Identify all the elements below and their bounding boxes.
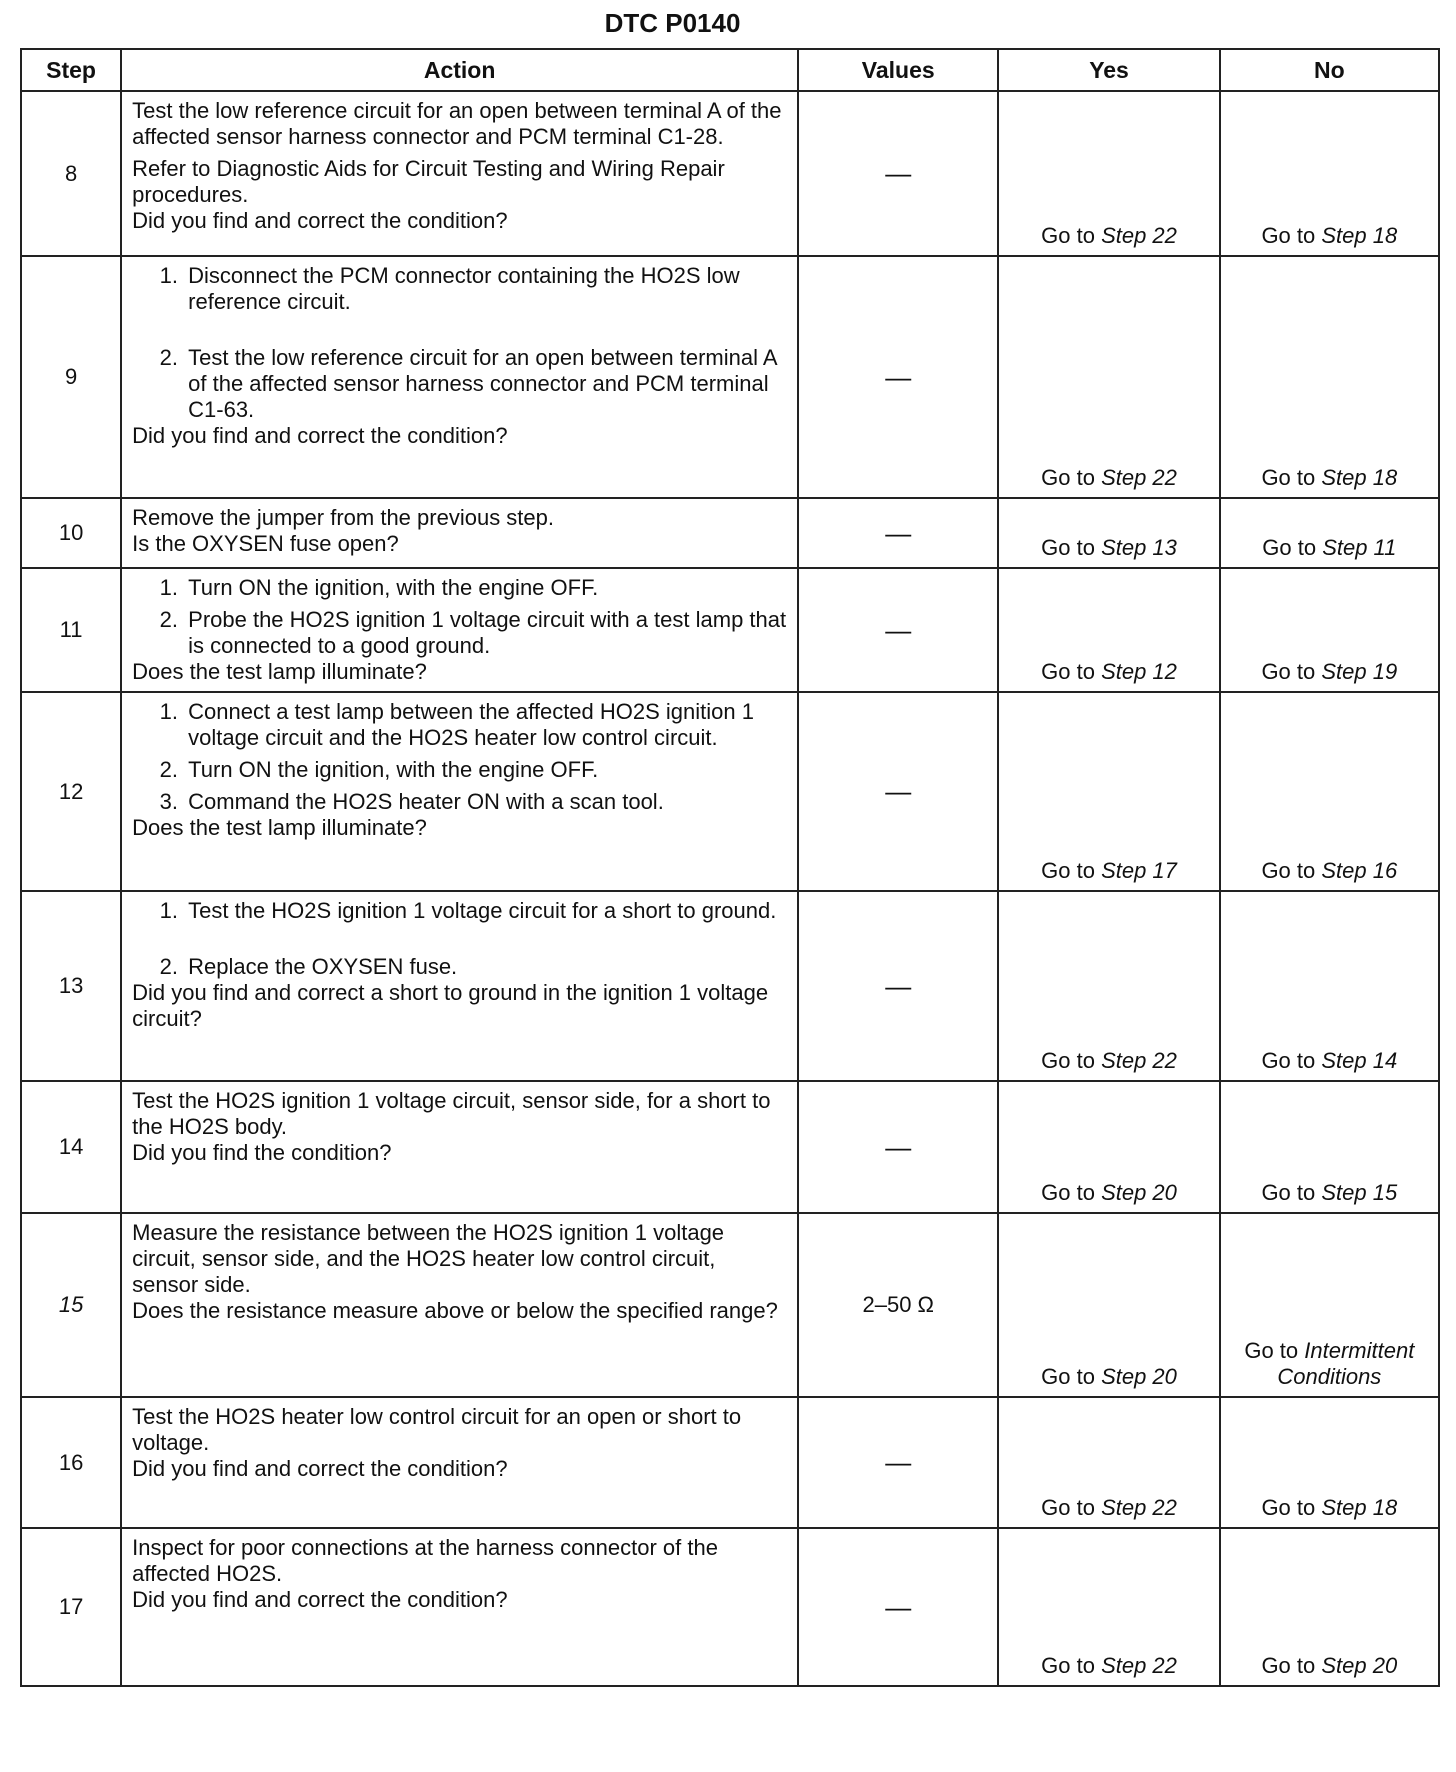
table-row	[21, 1081, 1439, 1213]
no-link[interactable]: Intermittent Conditions	[1277, 1338, 1415, 1389]
list-item: 2. Turn ON the ignition, with the engine OFF.	[184, 757, 787, 783]
table-row	[21, 256, 1439, 498]
action-cell	[121, 498, 798, 568]
yes-cell: Go to Step 12	[998, 568, 1219, 692]
action-cell	[121, 568, 798, 692]
list-item: 1. Disconnect the PCM connector containing the HO2S low reference circuit.	[184, 263, 787, 315]
action-list	[132, 699, 787, 815]
value-cell: —	[798, 568, 998, 692]
yes-cell: Go to Step 20	[998, 1213, 1219, 1397]
action-list	[132, 575, 787, 659]
step-number: 10	[21, 498, 121, 568]
no-link[interactable]: Step 18	[1321, 465, 1398, 490]
no-cell: Go to Step 16	[1220, 692, 1439, 891]
value-cell: —	[798, 1397, 998, 1528]
header-step: Step	[21, 49, 121, 91]
action-question: Did you find the condition?	[132, 1140, 392, 1165]
no-link[interactable]: Step 14	[1321, 1048, 1398, 1073]
table-row	[21, 1397, 1439, 1528]
list-item: 2. Probe the HO2S ignition 1 voltage circuit with a test lamp that is connected to a good ground.	[184, 607, 787, 659]
value-cell: —	[798, 891, 998, 1081]
yes-link[interactable]: Step 22	[1101, 465, 1177, 490]
action-cell	[121, 1213, 798, 1397]
value-cell: —	[798, 692, 998, 891]
step-number: 8	[21, 91, 121, 256]
no-link[interactable]: Step 20	[1321, 1653, 1398, 1678]
value-cell: 2–50 Ω	[798, 1213, 998, 1397]
yes-link[interactable]: Step 22	[1101, 1048, 1177, 1073]
value-cell: —	[798, 498, 998, 568]
no-cell: Go to Step 18	[1220, 256, 1439, 498]
action-question: Does the test lamp illuminate?	[132, 815, 427, 840]
yes-cell: Go to Step 22	[998, 1397, 1219, 1528]
action-cell	[121, 1528, 798, 1686]
action-text: Test the HO2S heater low control circuit for an open or short to voltage.	[132, 1404, 742, 1455]
table-row	[21, 1528, 1439, 1686]
yes-cell: Go to Step 17	[998, 692, 1219, 891]
list-item: 3. Command the HO2S heater ON with a scan tool.	[184, 789, 787, 815]
action-cell	[121, 692, 798, 891]
header-values: Values	[798, 49, 998, 91]
yes-cell: Go to Step 22	[998, 91, 1219, 256]
header-action: Action	[121, 49, 798, 91]
yes-link[interactable]: Step 12	[1101, 659, 1177, 684]
action-text: Refer to Diagnostic Aids for Circuit Testing and Wiring Repair procedures.	[132, 156, 725, 207]
no-link[interactable]: Step 16	[1321, 858, 1398, 883]
action-text: Test the low reference circuit for an open between terminal A of the affected sensor harness connector and PCM terminal C1-28.	[132, 98, 782, 149]
step-number: 13	[21, 891, 121, 1081]
yes-cell: Go to Step 20	[998, 1081, 1219, 1213]
list-item: 2. Replace the OXYSEN fuse.	[184, 954, 787, 980]
step-number: 11	[21, 568, 121, 692]
value-cell: —	[798, 256, 998, 498]
no-cell: Go to Step 20	[1220, 1528, 1439, 1686]
no-link[interactable]: Step 18	[1321, 223, 1398, 248]
no-link[interactable]: Step 18	[1321, 1495, 1398, 1520]
no-cell: Go to Step 19	[1220, 568, 1439, 692]
yes-link[interactable]: Step 17	[1101, 858, 1177, 883]
table-row	[21, 891, 1439, 1081]
no-cell: Go to Step 18	[1220, 91, 1439, 256]
action-cell	[121, 91, 798, 256]
action-question: Did you find and correct the condition?	[132, 208, 508, 233]
yes-link[interactable]: Step 13	[1101, 535, 1177, 560]
action-list	[132, 263, 787, 423]
yes-cell: Go to Step 22	[998, 256, 1219, 498]
action-question: Does the test lamp illuminate?	[132, 659, 427, 684]
list-item: 2. Test the low reference circuit for an open between terminal A of the affected sensor harness connector and PCM terminal C1-63.	[184, 345, 787, 423]
no-link[interactable]: Step 11	[1322, 535, 1397, 560]
table-row	[21, 692, 1439, 891]
step-number: 12	[21, 692, 121, 891]
value-cell: —	[798, 91, 998, 256]
diagnostic-table	[20, 48, 1440, 1687]
action-cell	[121, 1397, 798, 1528]
table-row	[21, 91, 1439, 256]
step-number: 16	[21, 1397, 121, 1528]
action-question: Is the OXYSEN fuse open?	[132, 531, 399, 556]
list-item: 1. Connect a test lamp between the affected HO2S ignition 1 voltage circuit and the HO2S heater low control circuit.	[184, 699, 787, 751]
no-cell: Go to Step 11	[1220, 498, 1439, 568]
action-list	[132, 898, 787, 980]
table-row	[21, 498, 1439, 568]
value-cell: —	[798, 1528, 998, 1686]
action-text: Measure the resistance between the HO2S ignition 1 voltage circuit, sensor side, and the HO2S heater low control circuit, sensor side.	[132, 1220, 725, 1297]
table-row	[21, 1213, 1439, 1397]
yes-link[interactable]: Step 22	[1101, 1653, 1177, 1678]
yes-link[interactable]: Step 20	[1101, 1180, 1177, 1205]
step-number: 9	[21, 256, 121, 498]
step-number: 14	[21, 1081, 121, 1213]
yes-link[interactable]: Step 20	[1101, 1364, 1177, 1389]
table-row	[21, 568, 1439, 692]
yes-link[interactable]: Step 22	[1101, 1495, 1177, 1520]
step-number: 17	[21, 1528, 121, 1686]
action-question: Did you find and correct the condition?	[132, 1587, 508, 1612]
yes-cell: Go to Step 13	[998, 498, 1219, 568]
page-title: DTC P0140	[604, 8, 741, 38]
value-cell: —	[798, 1081, 998, 1213]
header-no: No	[1220, 49, 1439, 91]
yes-cell: Go to Step 22	[998, 1528, 1219, 1686]
action-cell	[121, 256, 798, 498]
header-yes: Yes	[998, 49, 1219, 91]
step-number: 15	[21, 1213, 121, 1397]
list-item: 1. Turn ON the ignition, with the engine OFF.	[184, 575, 787, 601]
action-cell	[121, 1081, 798, 1213]
list-item: 1. Test the HO2S ignition 1 voltage circuit for a short to ground.	[184, 898, 787, 924]
action-question: Did you find and correct a short to ground in the ignition 1 voltage circuit?	[132, 980, 769, 1031]
no-cell: Go to Step 15	[1220, 1081, 1439, 1213]
no-link[interactable]: Step 19	[1321, 659, 1398, 684]
action-text: Test the HO2S ignition 1 voltage circuit, sensor side, for a short to the HO2S body.	[132, 1088, 771, 1139]
yes-cell: Go to Step 22	[998, 891, 1219, 1081]
action-question: Did you find and correct the condition?	[132, 423, 508, 448]
action-question: Did you find and correct the condition?	[132, 1456, 508, 1481]
action-text: Inspect for poor connections at the harness connector of the affected HO2S.	[132, 1535, 718, 1586]
header-row	[21, 49, 1439, 91]
action-question: Does the resistance measure above or below the specified range?	[132, 1298, 778, 1323]
no-cell: Go to Intermittent Conditions	[1220, 1213, 1439, 1397]
action-cell	[121, 891, 798, 1081]
no-cell: Go to Step 18	[1220, 1397, 1439, 1528]
action-text: Remove the jumper from the previous step.	[132, 505, 554, 530]
yes-link[interactable]: Step 22	[1101, 223, 1177, 248]
no-cell: Go to Step 14	[1220, 891, 1439, 1081]
no-link[interactable]: Step 15	[1321, 1180, 1398, 1205]
